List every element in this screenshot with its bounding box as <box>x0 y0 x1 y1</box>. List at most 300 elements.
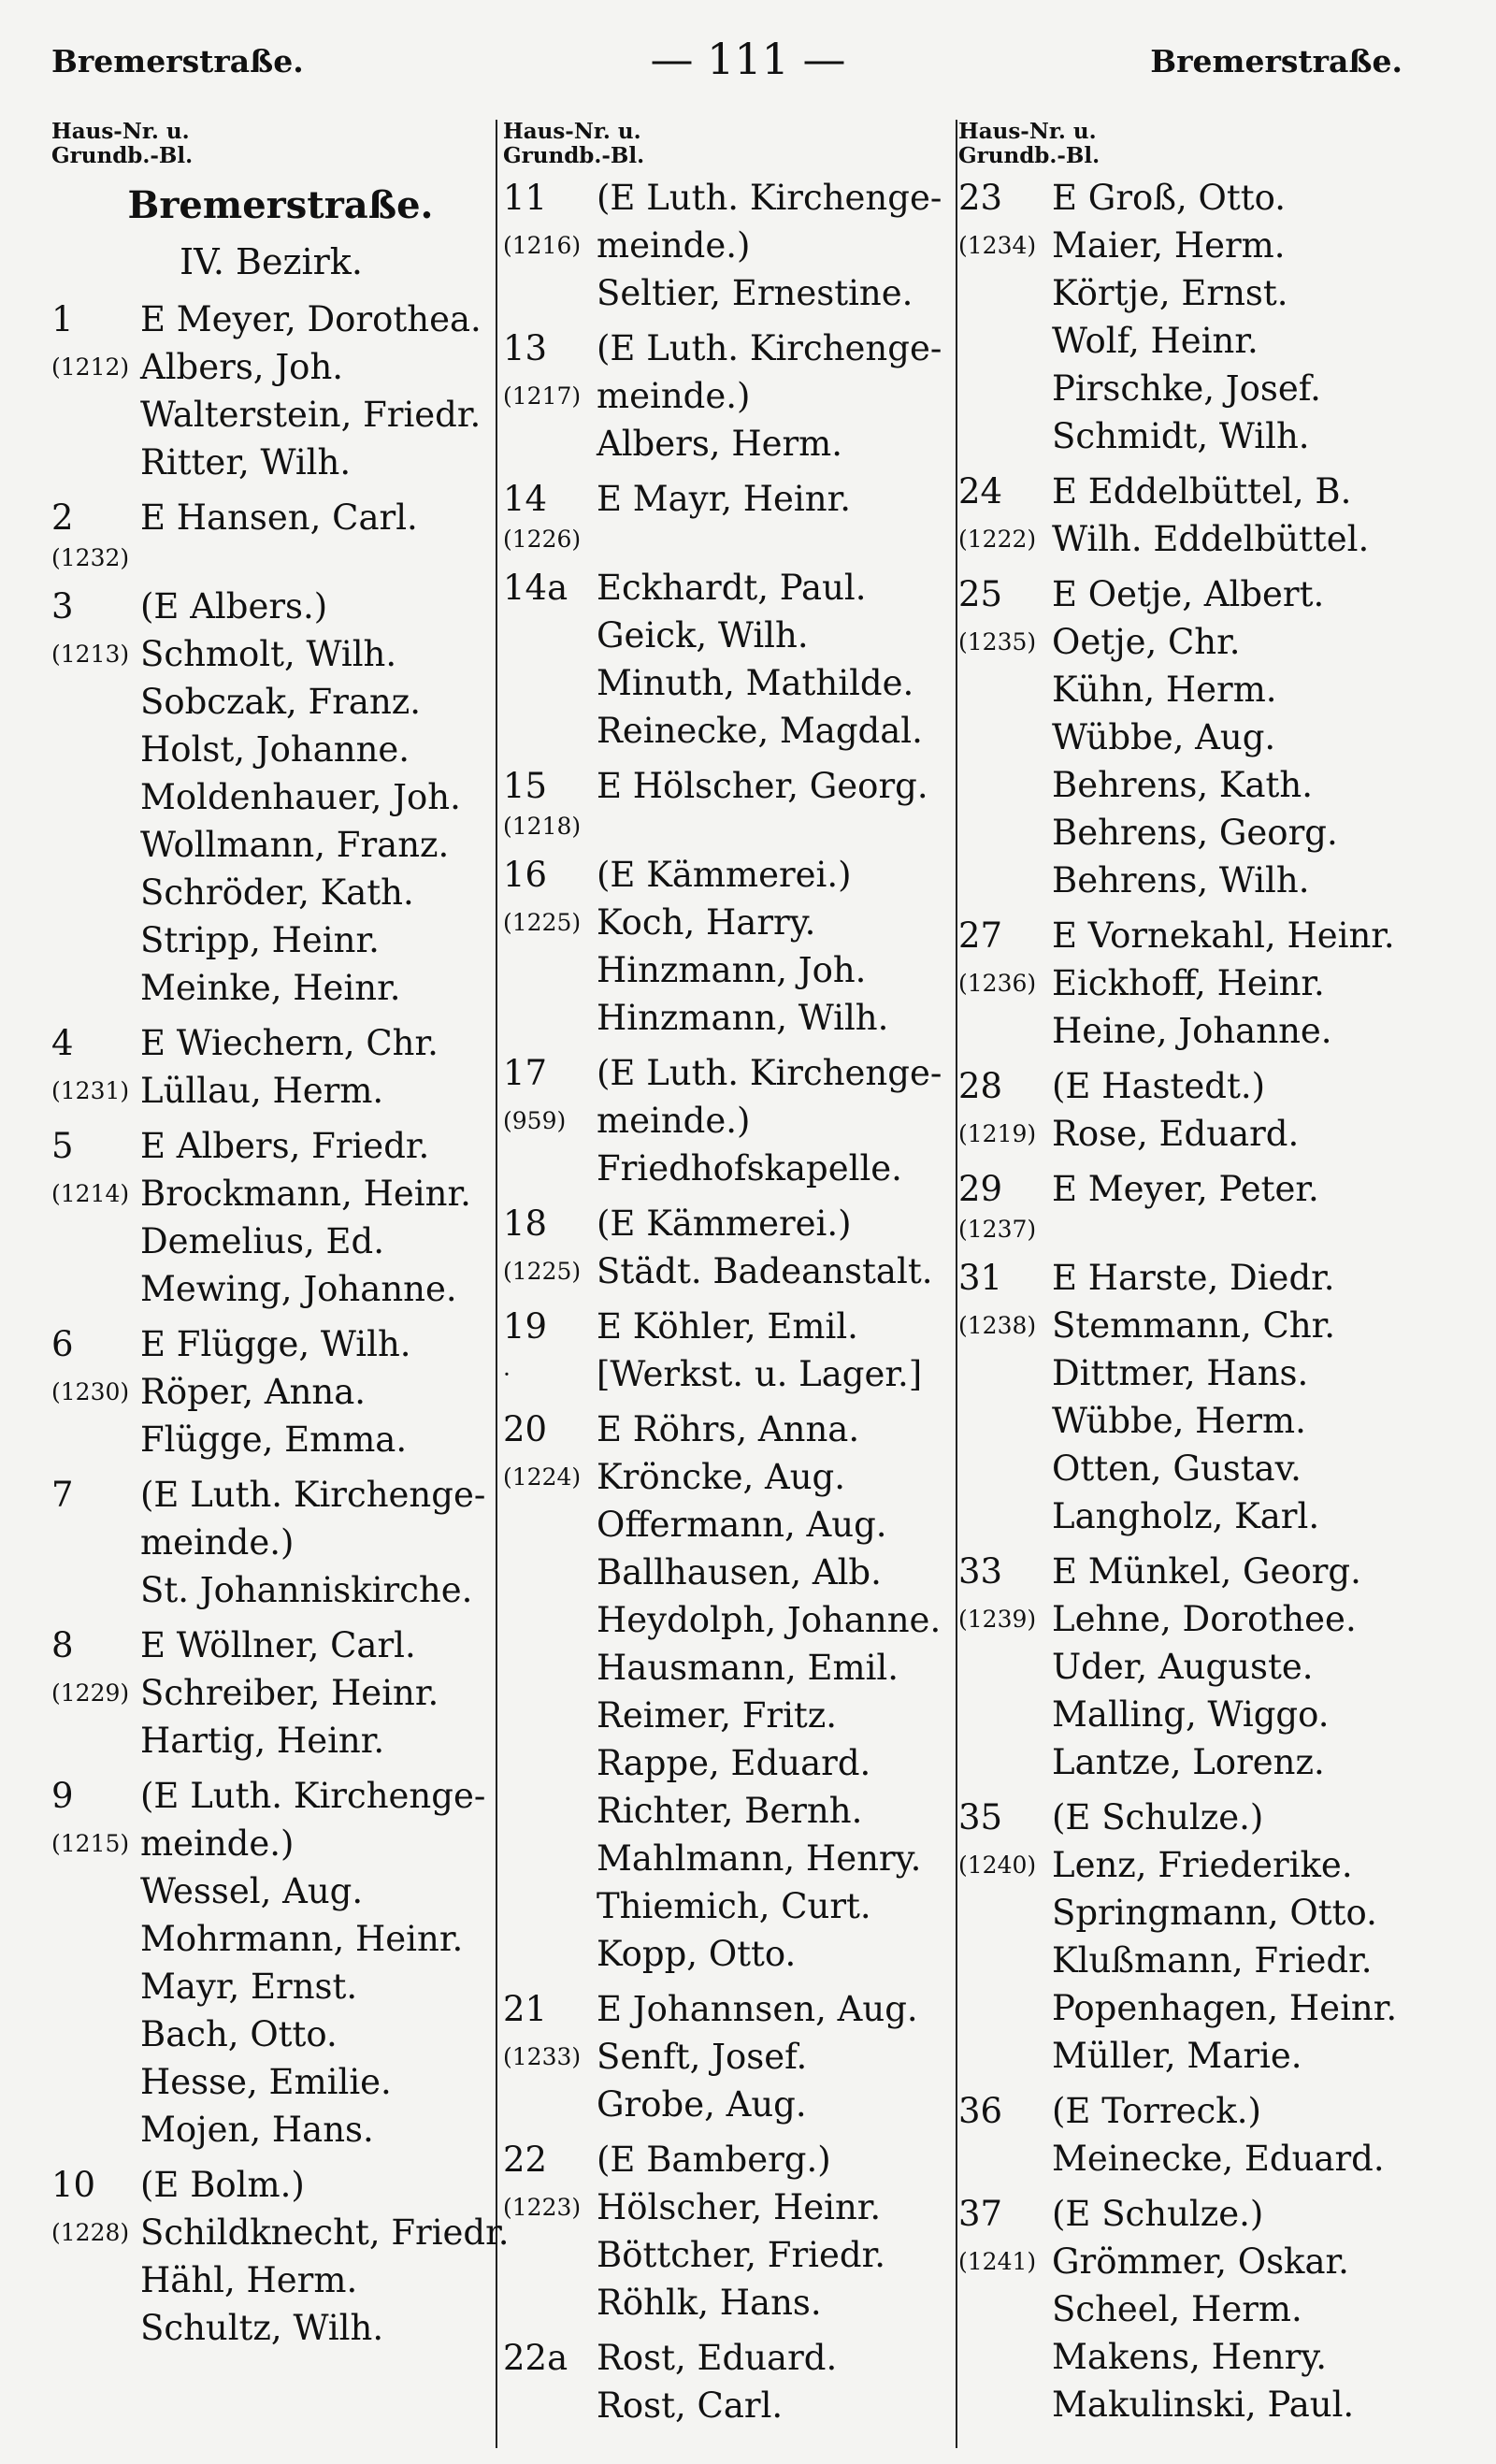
entry-row <box>958 468 1445 515</box>
entry-row <box>958 1937 1445 1984</box>
resident-name: Oetje, Chr. <box>1052 622 1241 662</box>
entry-row <box>503 1787 961 1835</box>
house-entry <box>503 1049 961 1192</box>
house-number: 7 <box>51 1475 74 1515</box>
entry-row <box>51 439 491 486</box>
house-entry <box>958 1254 1445 1540</box>
entry-row <box>51 295 491 343</box>
house-entry <box>51 1621 491 1765</box>
house-entry <box>51 2161 510 2352</box>
house-entry <box>503 2334 961 2429</box>
column-2 <box>503 120 961 2429</box>
resident-name: Offermann, Aug. <box>597 1505 887 1545</box>
resident-name: Lantze, Lorenz. <box>1052 1742 1325 1782</box>
entry-row <box>503 1200 961 1247</box>
house-entry <box>51 295 491 486</box>
resident-name: Senft, Josef. <box>597 2037 808 2077</box>
entry-row <box>958 365 1445 412</box>
resident-name: Meinke, Heinr. <box>140 968 401 1008</box>
resident-name: Richter, Bernh. <box>597 1791 863 1831</box>
resident-name: Reimer, Fritz. <box>597 1695 838 1736</box>
entry-row <box>503 2033 961 2081</box>
entry-row <box>503 1882 961 1930</box>
house-number: 35 <box>958 1797 1003 1837</box>
entry-row <box>503 1692 961 1739</box>
entry-row <box>503 2231 961 2279</box>
house-entry <box>51 1122 491 1313</box>
house-entry <box>958 2087 1445 2183</box>
resident-name: (E Luth. Kirchenge- <box>140 1776 486 1816</box>
land-register-number: (1225) <box>503 1258 582 1285</box>
resident-name: Röhlk, Hans. <box>597 2283 822 2323</box>
entry-row <box>958 317 1445 365</box>
resident-name: Popenhagen, Heinr. <box>1052 1988 1398 2028</box>
house-entry <box>503 1985 961 2128</box>
entry-row <box>503 475 961 523</box>
resident-name: Städt. Badeanstalt. <box>597 1251 933 1291</box>
resident-name: Makens, Henry. <box>1052 2337 1328 2377</box>
entry-row <box>51 1963 491 2010</box>
resident-name: Geick, Wilh. <box>597 615 809 656</box>
resident-name: Albers, Joh. <box>140 347 344 387</box>
resident-name: (E Hastedt.) <box>1052 1066 1266 1106</box>
resident-name: Schultz, Wilh. <box>140 2308 384 2348</box>
entry-row <box>503 1303 961 1350</box>
land-register-number: (1217) <box>503 382 582 410</box>
column-3 <box>958 120 1445 2428</box>
house-number: 25 <box>958 574 1003 614</box>
resident-name: Malling, Wiggo. <box>1052 1694 1330 1735</box>
resident-name: Wessel, Aug. <box>140 1871 364 1911</box>
resident-name: Demelius, Ed. <box>140 1221 385 1261</box>
entry-row <box>51 2256 491 2304</box>
entry-row <box>503 372 961 420</box>
entry-row <box>51 1471 491 1519</box>
entry-row <box>51 2010 491 2058</box>
resident-name: Kopp, Otto. <box>597 1934 797 1974</box>
entry-row <box>958 174 1445 222</box>
resident-name: E Köhler, Emil. <box>597 1306 858 1347</box>
resident-name: E Mayr, Heinr. <box>597 479 851 519</box>
resident-name: E Meyer, Peter. <box>1052 1169 1319 1209</box>
land-register-number: (1235) <box>958 628 1037 656</box>
entry-row <box>51 1772 491 1820</box>
land-register-number: (1237) <box>958 1216 1037 1243</box>
entry-row <box>51 1320 491 1368</box>
house-number: 33 <box>958 1551 1003 1592</box>
resident-name: E Hölscher, Georg. <box>597 766 928 806</box>
resident-name: Pirschke, Josef. <box>1052 368 1321 409</box>
house-entry <box>958 1165 1445 1246</box>
entry-list <box>958 174 1445 2428</box>
resident-name: Thiemich, Curt. <box>597 1886 871 1926</box>
entry-row <box>51 2106 491 2154</box>
resident-name: Kröncke, Aug. <box>597 1457 845 1497</box>
entry-row <box>958 412 1445 460</box>
resident-name: Rost, Carl. <box>597 2385 784 2426</box>
entry-row <box>958 912 1445 959</box>
resident-name: E Meyer, Dorothea. <box>140 299 482 339</box>
entry-row <box>503 762 961 810</box>
resident-name: Langholz, Karl. <box>1052 1496 1320 1536</box>
entry-row <box>958 1110 1445 1158</box>
house-number: 22a <box>503 2338 568 2378</box>
resident-name: Minuth, Mathilde. <box>597 663 914 703</box>
entry-row <box>51 678 491 726</box>
resident-name: Behrens, Wilh. <box>1052 860 1310 901</box>
resident-name: Ballhausen, Alb. <box>597 1552 882 1592</box>
house-number: 9 <box>51 1776 74 1816</box>
house-entry <box>503 475 961 556</box>
resident-name: Böttcher, Friedr. <box>597 2235 885 2275</box>
resident-name: Schmidt, Wilh. <box>1052 416 1310 456</box>
house-number: 10 <box>51 2165 96 2205</box>
entry-row <box>503 946 961 994</box>
entry-row <box>503 1930 961 1978</box>
house-number: 4 <box>51 1023 74 1063</box>
resident-name: (E Bamberg.) <box>597 2140 831 2180</box>
resident-name: Hölscher, Heinr. <box>597 2187 882 2227</box>
resident-name: Dittmer, Hans. <box>1052 1353 1309 1393</box>
house-entry <box>503 1200 961 1295</box>
resident-name: (E Luth. Kirchenge- <box>597 1053 942 1093</box>
land-register-number: (1226) <box>503 526 582 553</box>
resident-name: (E Luth. Kirchenge- <box>597 328 942 368</box>
entry-row <box>51 2161 491 2209</box>
house-entry <box>51 1019 491 1115</box>
entry-row <box>51 1368 491 1416</box>
entry-row <box>503 810 961 843</box>
entry-row <box>503 1549 961 1596</box>
resident-name: Schmolt, Wilh. <box>140 634 397 674</box>
house-entry <box>958 468 1445 563</box>
entry-row <box>958 618 1445 666</box>
resident-name: Meinecke, Eduard. <box>1052 2139 1385 2179</box>
entry-row <box>958 222 1445 269</box>
entry-row <box>958 1397 1445 1445</box>
entry-row <box>51 391 491 439</box>
resident-name: Moldenhauer, Joh. <box>140 777 461 817</box>
land-register-number: · <box>503 1361 511 1388</box>
house-number: 22 <box>503 2140 548 2180</box>
house-entry <box>51 1320 491 1463</box>
resident-name: Röper, Anna. <box>140 1372 367 1412</box>
resident-name: Lenz, Friederike. <box>1052 1845 1353 1885</box>
resident-name: E Wiechern, Chr. <box>140 1023 439 1063</box>
entry-row <box>503 1835 961 1882</box>
resident-name: E Röhrs, Anna. <box>597 1409 860 1449</box>
entry-row <box>503 899 961 946</box>
entry-row <box>51 1717 491 1765</box>
resident-name: Koch, Harry. <box>597 902 816 943</box>
entry-row <box>503 222 961 269</box>
entry-row <box>958 666 1445 713</box>
resident-name: Klußmann, Friedr. <box>1052 1940 1373 1981</box>
entry-row <box>51 773 491 821</box>
entry-row <box>503 324 961 372</box>
house-entry <box>958 2190 1445 2428</box>
resident-name: Rose, Eduard. <box>1052 1114 1300 1154</box>
house-entry <box>958 570 1445 904</box>
entry-row <box>503 1350 961 1398</box>
resident-name: (E Schulze.) <box>1052 1797 1264 1837</box>
entry-row <box>51 1170 491 1218</box>
resident-name: Eickhoff, Heinr. <box>1052 963 1325 1003</box>
entry-row <box>958 2333 1445 2381</box>
resident-name: meinde.) <box>597 225 751 266</box>
land-register-number: (959) <box>503 1107 567 1134</box>
running-head-right: Bremerstraße. <box>1150 43 1402 79</box>
entry-row <box>958 1302 1445 1349</box>
resident-name: E Vornekahl, Heinr. <box>1052 915 1395 956</box>
entry-row <box>958 1889 1445 1937</box>
entry-row <box>503 851 961 899</box>
entry-row <box>503 1596 961 1644</box>
resident-name: E Harste, Diedr. <box>1052 1258 1335 1298</box>
entry-row <box>51 2209 510 2256</box>
entry-row <box>958 1007 1445 1055</box>
entry-row <box>51 916 491 964</box>
house-entry <box>503 2136 961 2327</box>
house-number: 18 <box>503 1203 548 1244</box>
entry-row <box>503 1739 961 1787</box>
resident-name: Hähl, Herm. <box>140 2260 358 2300</box>
resident-name: Wolf, Heinr. <box>1052 321 1259 361</box>
resident-name: (E Luth. Kirchenge- <box>140 1475 486 1515</box>
resident-name: Wübbe, Herm. <box>1052 1401 1306 1441</box>
land-register-number: (1239) <box>958 1606 1037 1633</box>
resident-name: Mohrmann, Heinr. <box>140 1919 464 1959</box>
entry-row <box>503 564 961 612</box>
resident-name: Heine, Johanne. <box>1052 1011 1332 1051</box>
land-register-number: (1225) <box>503 909 582 936</box>
house-number: 13 <box>503 328 548 368</box>
land-register-number: (1228) <box>51 2219 130 2246</box>
resident-name: E Eddelbüttel, B. <box>1052 471 1352 512</box>
entry-row <box>958 1254 1445 1302</box>
resident-name: meinde.) <box>140 1823 295 1864</box>
house-number: 5 <box>51 1126 74 1166</box>
house-number: 24 <box>958 471 1003 512</box>
resident-name: meinde.) <box>597 376 751 416</box>
resident-name: Heydolph, Johanne. <box>597 1600 942 1640</box>
house-entry <box>51 1772 491 2154</box>
column-header: Haus-Nr. u. Grundb.-Bl. <box>503 119 645 168</box>
house-entry <box>503 851 961 1042</box>
resident-name: Müller, Marie. <box>1052 2036 1302 2076</box>
land-register-number: (1234) <box>958 232 1037 259</box>
resident-name: (E Luth. Kirchenge- <box>597 178 942 218</box>
entry-row <box>51 1416 491 1463</box>
land-register-number: (1232) <box>51 544 130 571</box>
resident-name: Mahlmann, Henry. <box>597 1838 922 1879</box>
house-entry <box>503 1405 961 1978</box>
land-register-number: (1215) <box>51 1830 130 1857</box>
resident-name: Schildknecht, Friedr. <box>140 2212 510 2253</box>
house-number: 19 <box>503 1306 548 1347</box>
entry-row <box>503 2183 961 2231</box>
resident-name: Otten, Gustav. <box>1052 1448 1302 1489</box>
entry-row <box>51 1915 491 1963</box>
entry-row <box>958 959 1445 1007</box>
entry-row <box>503 420 961 468</box>
resident-name: E Albers, Friedr. <box>140 1126 430 1166</box>
entry-row <box>958 2190 1445 2238</box>
resident-name: Maier, Herm. <box>1052 225 1286 266</box>
entry-row <box>503 1501 961 1549</box>
resident-name: Mojen, Hans. <box>140 2110 374 2150</box>
entry-row <box>958 1595 1445 1643</box>
house-number: 14 <box>503 479 548 519</box>
entry-row <box>958 1794 1445 1841</box>
resident-name: Wübbe, Aug. <box>1052 717 1276 757</box>
resident-name: Lehne, Dorothee. <box>1052 1599 1357 1639</box>
entry-row <box>51 1218 491 1265</box>
entry-row <box>51 1067 491 1115</box>
resident-name: Seltier, Ernestine. <box>597 273 913 313</box>
resident-name: Rappe, Eduard. <box>597 1743 871 1783</box>
house-entry <box>51 583 491 1012</box>
resident-name: E Wöllner, Carl. <box>140 1625 416 1665</box>
entry-row <box>958 269 1445 317</box>
entry-row <box>503 1247 961 1295</box>
entry-row <box>503 1145 961 1192</box>
entry-row <box>958 1984 1445 2032</box>
resident-name: (E Kämmerei.) <box>597 1203 852 1244</box>
resident-name: Reinecke, Magdal. <box>597 711 923 751</box>
house-number: 27 <box>958 915 1003 956</box>
house-entry <box>958 1062 1445 1158</box>
entry-row <box>503 707 961 755</box>
resident-name: Rost, Eduard. <box>597 2338 838 2378</box>
running-head-left: Bremerstraße. <box>51 43 304 79</box>
resident-name: Hinzmann, Wilh. <box>597 998 889 1038</box>
entry-row <box>958 1349 1445 1397</box>
entry-row <box>51 494 491 541</box>
house-number: 21 <box>503 1989 548 2029</box>
resident-name: (E Bolm.) <box>140 2165 305 2205</box>
resident-name: E Johannsen, Aug. <box>597 1989 918 2029</box>
resident-name: E Flügge, Wilh. <box>140 1324 411 1364</box>
entry-row <box>51 1566 491 1614</box>
house-entry <box>958 1794 1445 2080</box>
resident-name: Scheel, Herm. <box>1052 2289 1302 2329</box>
entry-row <box>958 857 1445 904</box>
house-number: 3 <box>51 586 74 627</box>
resident-name: Stripp, Heinr. <box>140 920 380 960</box>
entry-row <box>503 1985 961 2033</box>
entry-list <box>51 295 510 2352</box>
entry-row <box>958 809 1445 857</box>
house-number: 15 <box>503 766 548 806</box>
entry-row <box>958 515 1445 563</box>
resident-name: E Oetje, Albert. <box>1052 574 1325 614</box>
house-number: 28 <box>958 1066 1003 1106</box>
resident-name: St. Johanniskirche. <box>140 1570 473 1610</box>
land-register-number: (1224) <box>503 1463 582 1491</box>
entry-row <box>958 1643 1445 1691</box>
entry-row <box>503 612 961 659</box>
resident-name: Lüllau, Herm. <box>140 1071 384 1111</box>
entry-row <box>51 1669 491 1717</box>
column-1 <box>51 119 510 2352</box>
resident-name: Walterstein, Friedr. <box>140 395 482 435</box>
entry-row <box>958 1165 1445 1213</box>
house-entry <box>503 564 961 755</box>
resident-name: Grömmer, Oskar. <box>1052 2241 1349 2282</box>
entry-row <box>503 1049 961 1097</box>
land-register-number: (1219) <box>958 1120 1037 1147</box>
entry-row <box>503 659 961 707</box>
resident-name: Stemmann, Chr. <box>1052 1305 1336 1346</box>
entry-row <box>51 869 491 916</box>
resident-name: (E Albers.) <box>140 586 328 627</box>
entry-row <box>51 343 491 391</box>
entry-row <box>958 1062 1445 1110</box>
resident-name: E Groß, Otto. <box>1052 178 1286 218</box>
entry-row <box>51 1519 491 1566</box>
land-register-number: (1233) <box>503 2043 582 2070</box>
resident-name: Schreiber, Heinr. <box>140 1673 439 1713</box>
land-register-number: (1213) <box>51 641 130 668</box>
page-number: — 111 — <box>650 34 846 84</box>
column-divider <box>496 120 497 2448</box>
entry-row <box>51 1265 491 1313</box>
house-entry <box>958 174 1445 460</box>
entry-row <box>51 583 491 630</box>
resident-name: Wilh. Eddelbüttel. <box>1052 519 1370 559</box>
column-header: Haus-Nr. u. Grundb.-Bl. <box>958 119 1100 168</box>
resident-name: meinde.) <box>140 1522 295 1563</box>
land-register-number: (1241) <box>958 2248 1037 2275</box>
entry-row <box>51 1820 491 1867</box>
resident-name: Behrens, Kath. <box>1052 765 1313 805</box>
land-register-number: (1222) <box>958 526 1037 553</box>
resident-name: (E Torreck.) <box>1052 2091 1261 2131</box>
entry-row <box>503 2334 961 2382</box>
entry-row <box>958 2135 1445 2183</box>
entry-row <box>503 2081 961 2128</box>
resident-name: Hesse, Emilie. <box>140 2062 392 2102</box>
resident-name: Friedhofskapelle. <box>597 1148 902 1189</box>
house-number: 14a <box>503 568 568 608</box>
entry-row <box>51 630 491 678</box>
resident-name: E Münkel, Georg. <box>1052 1551 1361 1592</box>
resident-name: Flügge, Emma. <box>140 1419 408 1460</box>
house-entry <box>958 912 1445 1055</box>
resident-name: Hinzmann, Joh. <box>597 950 867 990</box>
resident-name: Behrens, Georg. <box>1052 813 1338 853</box>
district-subtitle: IV. Bezirk. <box>180 241 363 282</box>
resident-name: Hausmann, Emil. <box>597 1648 899 1688</box>
resident-name: Grobe, Aug. <box>597 2084 807 2125</box>
resident-name: Eckhardt, Paul. <box>597 568 867 608</box>
entry-row <box>51 726 491 773</box>
entry-row <box>51 541 491 575</box>
house-number: 20 <box>503 1409 548 1449</box>
entry-row <box>51 1621 491 1669</box>
entry-row <box>51 1122 491 1170</box>
house-number: 2 <box>51 497 74 538</box>
entry-row <box>503 1405 961 1453</box>
entry-row <box>51 2058 491 2106</box>
resident-name: Uder, Auguste. <box>1052 1647 1314 1687</box>
entry-row <box>958 1548 1445 1595</box>
resident-name: [Werkst. u. Lager.] <box>597 1354 923 1394</box>
column-header: Haus-Nr. u. Grundb.-Bl. <box>51 119 194 168</box>
land-register-number: (1231) <box>51 1077 130 1104</box>
entry-row <box>958 1691 1445 1738</box>
